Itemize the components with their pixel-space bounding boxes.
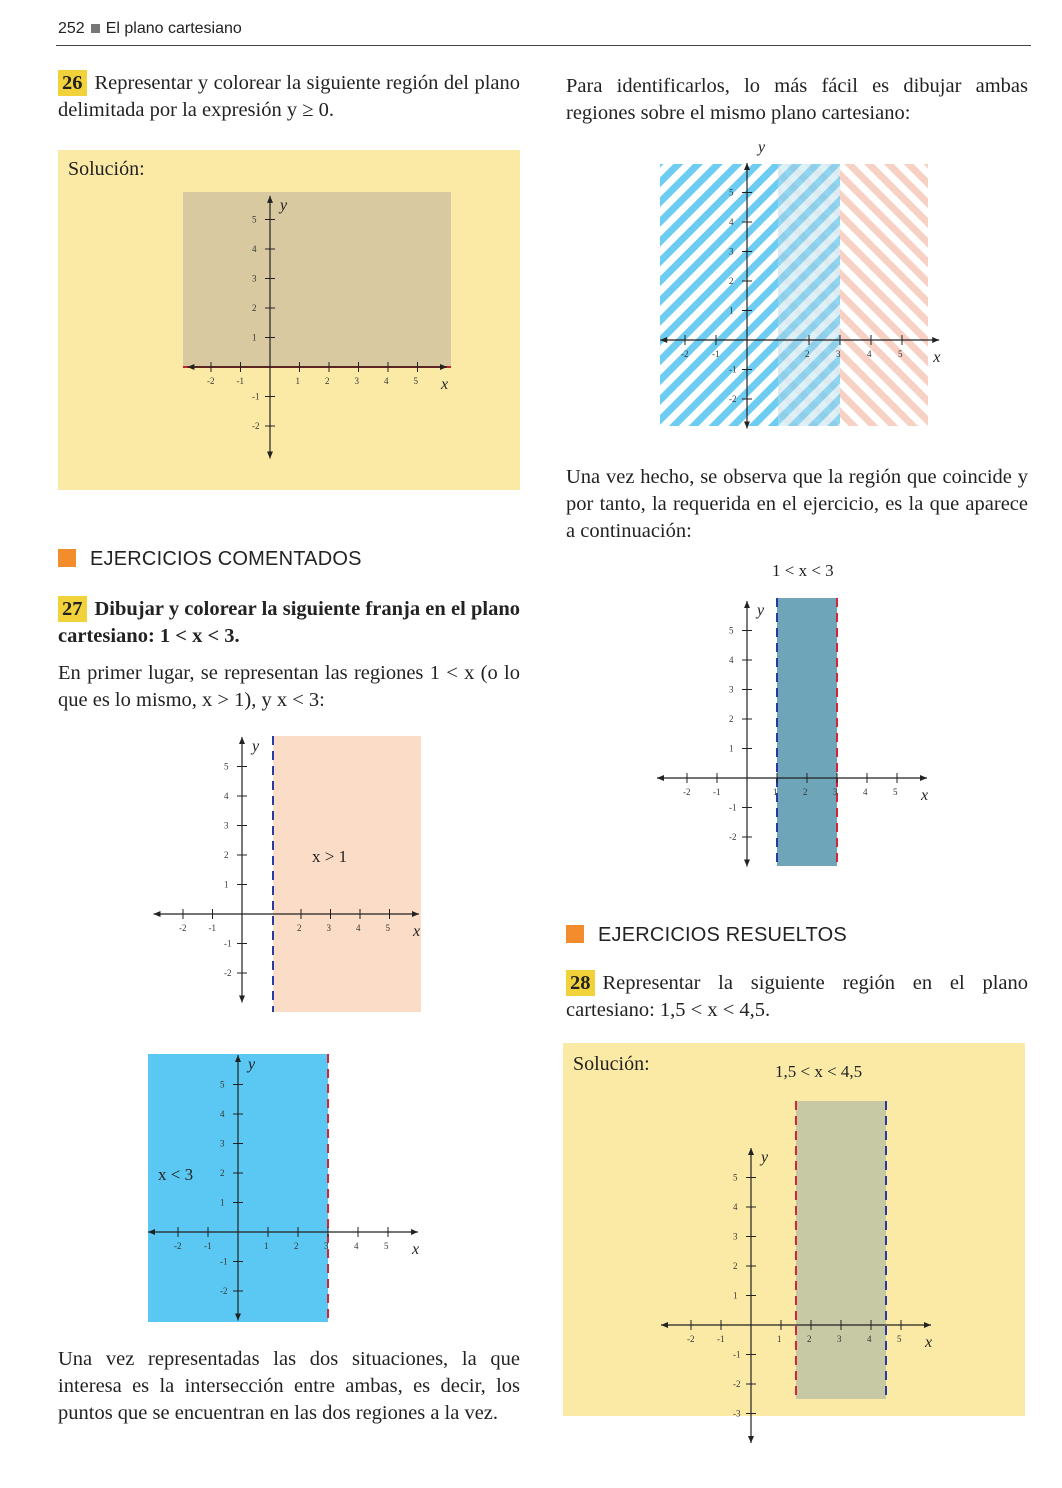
x-arrow-left-icon — [154, 911, 161, 917]
x-arrow-left-icon — [661, 1322, 668, 1328]
region-label-x-lt-3: x < 3 — [158, 1165, 194, 1184]
y-tick-label: -2 — [733, 1379, 741, 1389]
graph-strip — [650, 590, 950, 875]
x-tick-label: -2 — [687, 1334, 695, 1344]
y-tick-label: 3 — [220, 1138, 225, 1149]
exercise-28-text: Representar la siguiente región en el plano cartesiano: 1,5 < x < 4,5. — [566, 972, 1028, 1021]
page-number: 252 — [58, 20, 85, 37]
x-tick-label: 2 — [325, 376, 330, 386]
graph-x-lt-3 — [140, 1050, 440, 1325]
y-tick-label: 1 — [729, 743, 734, 754]
y-tick-label: -2 — [729, 832, 737, 842]
y-tick-label: 5 — [729, 187, 734, 198]
x-tick-label: 2 — [803, 787, 808, 797]
y-tick-label: -1 — [252, 391, 260, 402]
x-tick-label: 1 — [295, 376, 300, 386]
y-axis-label: y — [761, 1149, 769, 1166]
chapter-title: El plano cartesiano — [105, 20, 242, 37]
y-tick-label: 4 — [729, 217, 734, 227]
y-tick-label: 4 — [252, 244, 257, 254]
graph-x-gt-1 — [140, 728, 440, 1018]
y-tick-label: 2 — [729, 714, 734, 724]
y-tick-label: -2 — [252, 421, 260, 431]
x-tick-label: 4 — [867, 349, 872, 359]
x-tick-label: -2 — [683, 787, 691, 797]
exercise-28-caption: 1,5 < x < 4,5 — [775, 1062, 863, 1081]
section-marker-icon — [566, 925, 584, 943]
region-x-gt-1 — [273, 736, 421, 1012]
x-tick-label: 4 — [384, 376, 389, 386]
y-tick-label: 3 — [224, 820, 229, 831]
x-tick-label: 3 — [836, 349, 841, 359]
x-tick-label: 4 — [354, 1241, 359, 1251]
y-axis-label: y — [757, 602, 765, 619]
y-tick-label: -1 — [733, 1349, 741, 1360]
x-axis-label: x — [412, 1241, 420, 1258]
x-tick-label: 5 — [897, 1334, 902, 1344]
y-tick-label: 5 — [733, 1172, 738, 1183]
y-tick-label: 5 — [220, 1079, 225, 1090]
x-tick-label: 4 — [356, 923, 361, 933]
y-arrow-down-icon — [748, 1436, 754, 1443]
x-tick-label: -2 — [174, 1241, 182, 1251]
header-rule — [56, 45, 1031, 46]
y-arrow-icon — [748, 1148, 754, 1155]
y-tick-label: 5 — [224, 761, 229, 772]
x-tick-label: -1 — [717, 1334, 725, 1344]
y-axis-label: y — [252, 738, 260, 755]
x-arrow-left-icon — [657, 775, 664, 781]
section-heading-comentados — [58, 548, 362, 571]
exercise-27-text: Dibujar y colorear la siguiente franja en el plano cartesiano: 1 < x < 3. — [58, 598, 520, 647]
y-tick-label: 2 — [252, 303, 257, 313]
section-title: EJERCICIOS RESUELTOS — [598, 924, 847, 946]
x-axis-label: x — [921, 787, 929, 804]
x-arrow-icon — [920, 775, 927, 781]
x-tick-label: 4 — [863, 787, 868, 797]
y-tick-label: 2 — [224, 850, 229, 860]
running-head — [58, 20, 242, 38]
solution-label: Solución: — [68, 158, 145, 180]
x-tick-label: 5 — [898, 349, 903, 359]
x-tick-label: 5 — [384, 1241, 389, 1251]
y-tick-label: 4 — [224, 791, 229, 801]
y-tick-label: 1 — [729, 305, 734, 316]
y-tick-label: -2 — [220, 1286, 228, 1296]
x-arrow-icon — [932, 337, 939, 343]
paragraph-una-vez-hecho: Una vez hecho, se observa que la región que coincide y por tanto, la requerida en el ejercicio, es la que aparece a continuación: — [566, 466, 1028, 542]
x-tick-label: 5 — [893, 787, 898, 797]
y-arrow-down-icon — [744, 860, 750, 867]
region-ex28 — [796, 1101, 886, 1399]
x-axis-label: x — [441, 376, 449, 393]
x-tick-label: 3 — [837, 1334, 842, 1344]
overlap-y-label: y — [758, 139, 766, 156]
graph-ex28 — [643, 1091, 963, 1419]
graph-overlap — [640, 138, 960, 438]
x-tick-label: 1 — [773, 787, 778, 797]
y-tick-label: -1 — [729, 802, 737, 813]
y-arrow-icon — [239, 737, 245, 744]
y-tick-label: -3 — [733, 1408, 741, 1419]
solution-box-26 — [58, 150, 520, 490]
x-tick-label: 5 — [385, 923, 390, 933]
y-tick-label: 1 — [733, 1290, 738, 1301]
y-tick-label: 3 — [729, 246, 734, 257]
paragraph-identificarlos: Para identificarlos, lo más fácil es dibujar ambas regiones sobre el mismo plano cartesiano: — [566, 75, 1028, 124]
x-tick-label: -1 — [712, 349, 720, 359]
solution-box-28 — [563, 1043, 1025, 1419]
y-axis-label: y — [248, 1056, 256, 1073]
square-bullet-icon — [91, 24, 100, 33]
x-tick-label: -1 — [204, 1241, 212, 1251]
y-tick-label: 4 — [729, 655, 734, 665]
x-tick-label: 1 — [264, 1241, 269, 1251]
y-tick-label: -1 — [729, 364, 737, 375]
x-tick-label: 1 — [777, 1334, 782, 1344]
x-tick-label: -2 — [681, 349, 689, 359]
y-tick-label: 3 — [733, 1231, 738, 1242]
x-axis-label: x — [413, 923, 421, 940]
exercise-number-badge: 27 — [58, 596, 87, 622]
section-heading-resueltos — [566, 924, 847, 947]
graph-ex26 — [58, 150, 520, 490]
y-arrow-down-icon — [239, 996, 245, 1003]
x-axis-label: x — [925, 1334, 933, 1351]
y-tick-label: -2 — [224, 968, 232, 978]
x-tick-label: 3 — [833, 787, 838, 797]
x-tick-label: 3 — [324, 1241, 329, 1251]
y-tick-label: 2 — [733, 1261, 738, 1271]
y-tick-label: 4 — [220, 1109, 225, 1119]
region-y-ge-0 — [183, 192, 451, 367]
y-tick-label: 3 — [252, 273, 257, 284]
x-tick-label: -1 — [236, 376, 244, 386]
y-tick-label: 1 — [220, 1197, 225, 1208]
section-title: EJERCICIOS COMENTADOS — [90, 548, 362, 570]
x-tick-label: 5 — [413, 376, 418, 386]
region-label-x-gt-1: x > 1 — [312, 847, 348, 866]
exercise-26-text: Representar y colorear la siguiente región del plano delimitada por la expresión y ≥ 0. — [58, 72, 520, 121]
y-tick-label: -2 — [729, 394, 737, 404]
y-tick-label: 4 — [733, 1202, 738, 1212]
exercise-27-statement — [58, 596, 520, 650]
solution-label: Solución: — [573, 1053, 650, 1075]
y-tick-label: 2 — [220, 1168, 225, 1178]
x-tick-label: -1 — [208, 923, 216, 933]
x-arrow-icon — [924, 1322, 931, 1328]
x-tick-label: 2 — [807, 1334, 812, 1344]
y-axis-label: y — [280, 196, 288, 214]
overlap-region — [778, 164, 840, 426]
x-tick-label: 4 — [867, 1334, 872, 1344]
y-tick-label: -1 — [220, 1256, 228, 1267]
x-arrow-icon — [411, 1229, 418, 1235]
x-tick-label: -2 — [179, 923, 187, 933]
exercise-27-intro: En primer lugar, se representan las regiones 1 < x (o lo que es lo mismo, x > 1), y x < 3: — [58, 662, 520, 711]
y-tick-label: 3 — [729, 684, 734, 695]
x-tick-label: 3 — [354, 376, 359, 386]
y-arrow-icon — [744, 601, 750, 608]
x-tick-label: 2 — [297, 923, 302, 933]
exercise-number-badge: 26 — [58, 70, 87, 96]
y-tick-label: -1 — [224, 938, 232, 949]
x-tick-label: 2 — [805, 349, 810, 359]
exercise-28-statement — [566, 970, 1028, 1024]
y-tick-label: 2 — [729, 276, 734, 286]
exercise-26-statement — [58, 70, 520, 124]
y-tick-label: 1 — [252, 332, 257, 343]
region-strip — [777, 598, 837, 866]
x-tick-label: 2 — [294, 1241, 299, 1251]
x-axis-label: x — [933, 349, 941, 366]
exercise-27-conclusion: Una vez representadas las dos situaciones, la que interesa es la intersección entre ambas, es decir, los puntos que se encuentran en las dos regiones a la vez. — [58, 1348, 520, 1424]
y-arrow-down-icon — [267, 451, 273, 458]
x-tick-label: 3 — [326, 923, 331, 933]
y-tick-label: 1 — [224, 879, 229, 890]
x-tick-label: -1 — [713, 787, 721, 797]
y-tick-label: 5 — [252, 214, 257, 225]
strip-caption: 1 < x < 3 — [772, 561, 834, 580]
section-marker-icon — [58, 549, 76, 567]
exercise-number-badge: 28 — [566, 970, 595, 996]
x-tick-label: -2 — [207, 376, 215, 386]
y-tick-label: 5 — [729, 625, 734, 636]
